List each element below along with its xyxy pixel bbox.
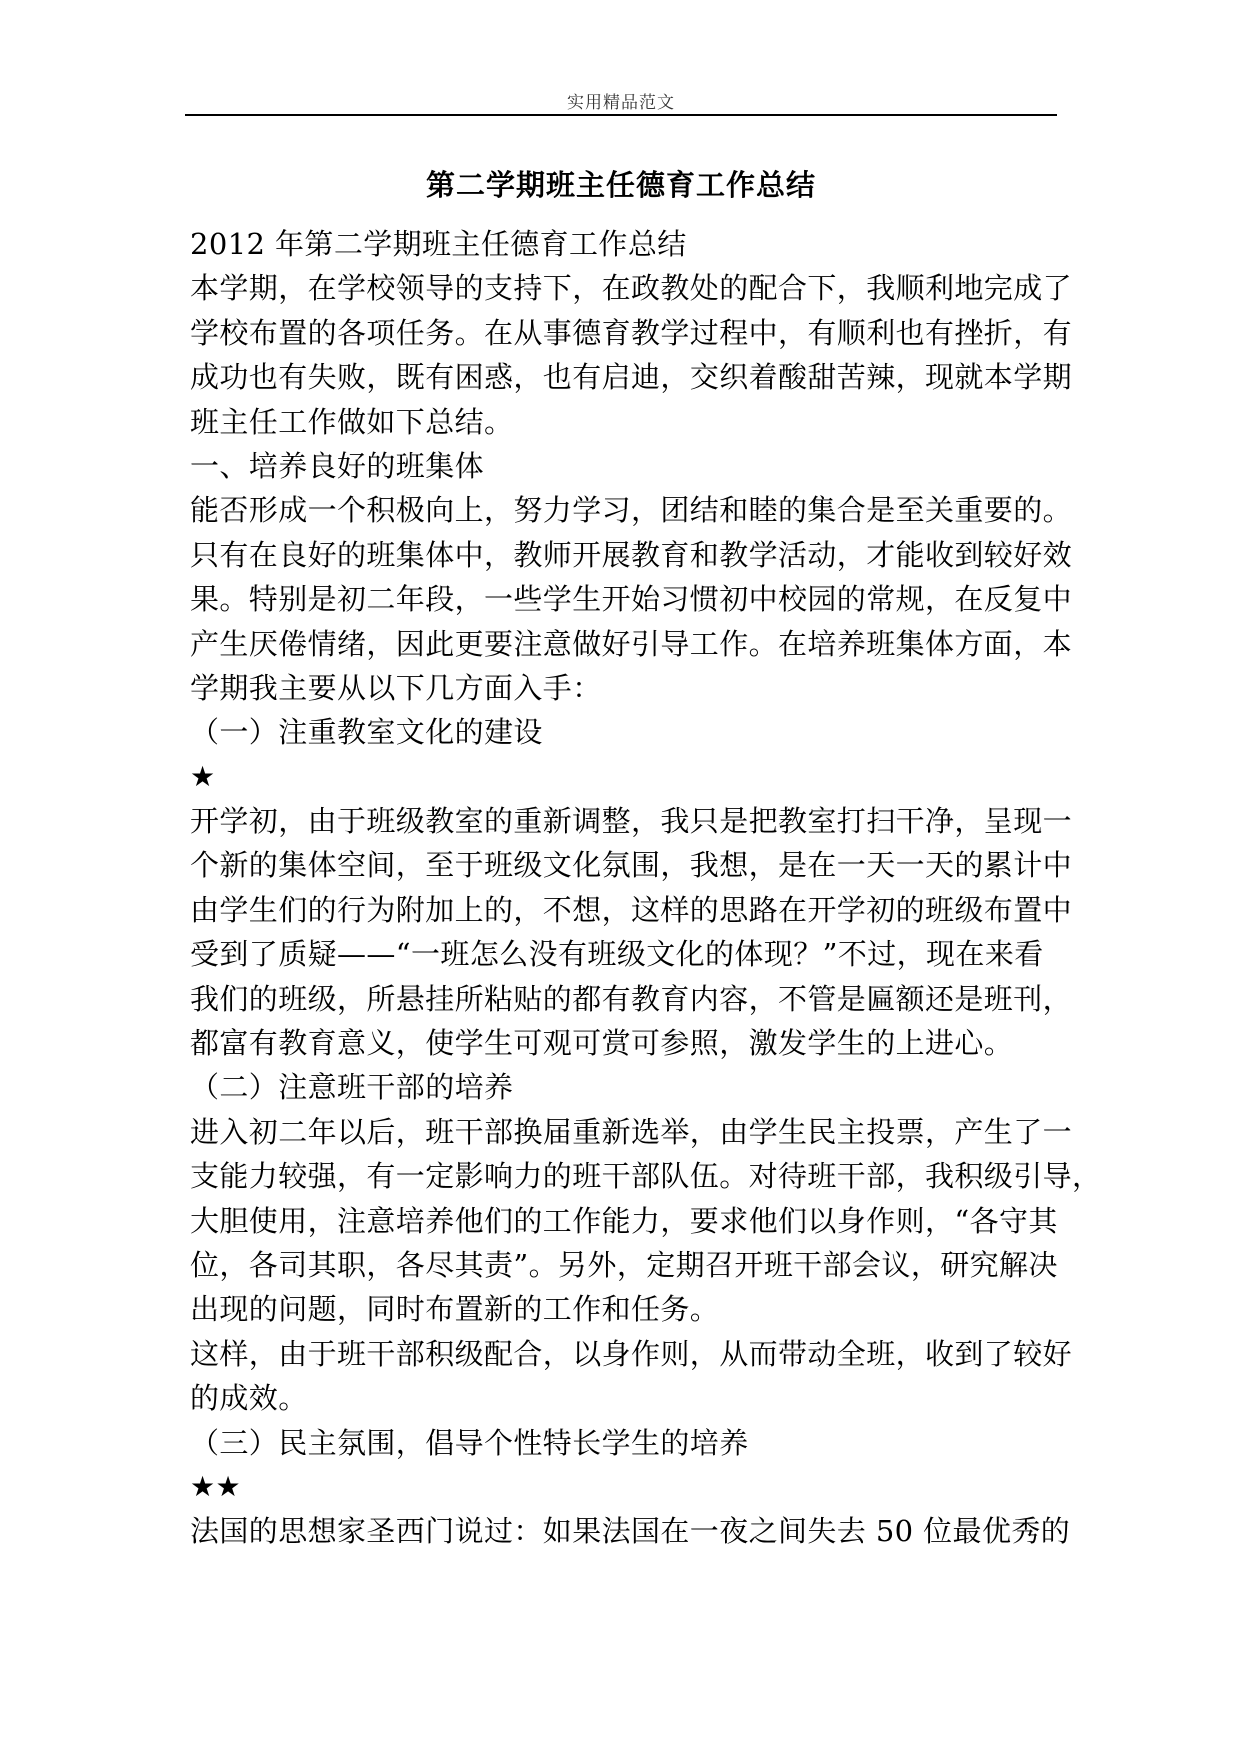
paragraph-line: 法国的思想家圣西门说过：如果法国在一夜之间失去 50 位最优秀的 [190, 1514, 1071, 1549]
subsection-heading: （二）注意班干部的培养 [190, 1070, 514, 1105]
subsection-heading: （三）民主氛围，倡导个性特长学生的培养 [190, 1425, 749, 1460]
document-title: 第二学期班主任德育工作总结 [425, 168, 816, 202]
paragraph-line: 开学初，由于班级教室的重新调整，我只是把教室打扫干净，呈现一 [190, 804, 1073, 839]
paragraph-line: 的成效。 [190, 1381, 308, 1416]
paragraph-line: 这样，由于班干部积级配合，以身作则，从而带动全班，收到了较好 [190, 1336, 1073, 1371]
paragraph-line: 成功也有失败，既有困惑，也有启迪，交织着酸甜苦辣，现就本学期 [190, 360, 1073, 395]
paragraph-line: 由学生们的行为附加上的，不想，这样的思路在开学初的班级布置中 [190, 892, 1073, 927]
paragraph-line: 学期我主要从以下几方面入手： [190, 670, 602, 705]
paragraph-line: 能否形成一个积极向上，努力学习，团结和睦的集合是至关重要的。 [190, 493, 1073, 528]
paragraph-line: 出现的问题，同时布置新的工作和任务。 [190, 1292, 720, 1327]
subsection-heading: （一）注重教室文化的建设 [190, 715, 543, 750]
paragraph-line: 本学期，在学校领导的支持下，在政教处的配合下，我顺利地完成了 [190, 271, 1073, 306]
paragraph-line: 班主任工作做如下总结。 [190, 404, 514, 439]
paragraph-line: 学校布置的各项任务。在从事德育教学过程中，有顺利也有挫折，有 [190, 315, 1073, 350]
page-header: 实用精品范文 [567, 93, 675, 113]
paragraph-line: 进入初二年以后，班干部换届重新选举，由学生民主投票，产生了一 [190, 1114, 1073, 1149]
paragraph-line: 个新的集体空间，至于班级文化氛围，我想，是在一天一天的累计中 [190, 848, 1073, 883]
paragraph-line: 果。特别是初二年段，一些学生开始习惯初中校园的常规，在反复中 [190, 582, 1073, 617]
paragraph-line: 产生厌倦情绪，因此更要注意做好引导工作。在培养班集体方面，本 [190, 626, 1073, 661]
document-body [190, 222, 1102, 1554]
header-divider [185, 114, 1057, 116]
paragraph-line: 只有在良好的班集体中，教师开展教育和教学活动，才能收到较好效 [190, 537, 1073, 572]
paragraph-line: 受到了质疑——“一班怎么没有班级文化的体现？”不过，现在来看 [190, 937, 1044, 972]
paragraph-line: 位，各司其职，各尽其责”。另外，定期召开班干部会议，研究解决 [190, 1247, 1058, 1282]
star-marker: ★ [190, 759, 216, 793]
paragraph-line: 我们的班级，所悬挂所粘贴的都有教育内容，不管是匾额还是班刊， [190, 981, 1073, 1016]
section-heading: 一、培养良好的班集体 [190, 448, 485, 483]
paragraph-line: 支能力较强，有一定影响力的班干部队伍。对待班干部，我积级引导， [190, 1159, 1102, 1194]
paragraph-line: 大胆使用，注意培养他们的工作能力，要求他们以身作则，“各守其 [190, 1203, 1058, 1238]
paragraph-line: 都富有教育意义，使学生可观可赏可参照，激发学生的上进心。 [190, 1026, 1014, 1061]
star-marker: ★★ [190, 1469, 242, 1503]
subtitle-line: 2012 年第二学期班主任德育工作总结 [190, 227, 687, 261]
